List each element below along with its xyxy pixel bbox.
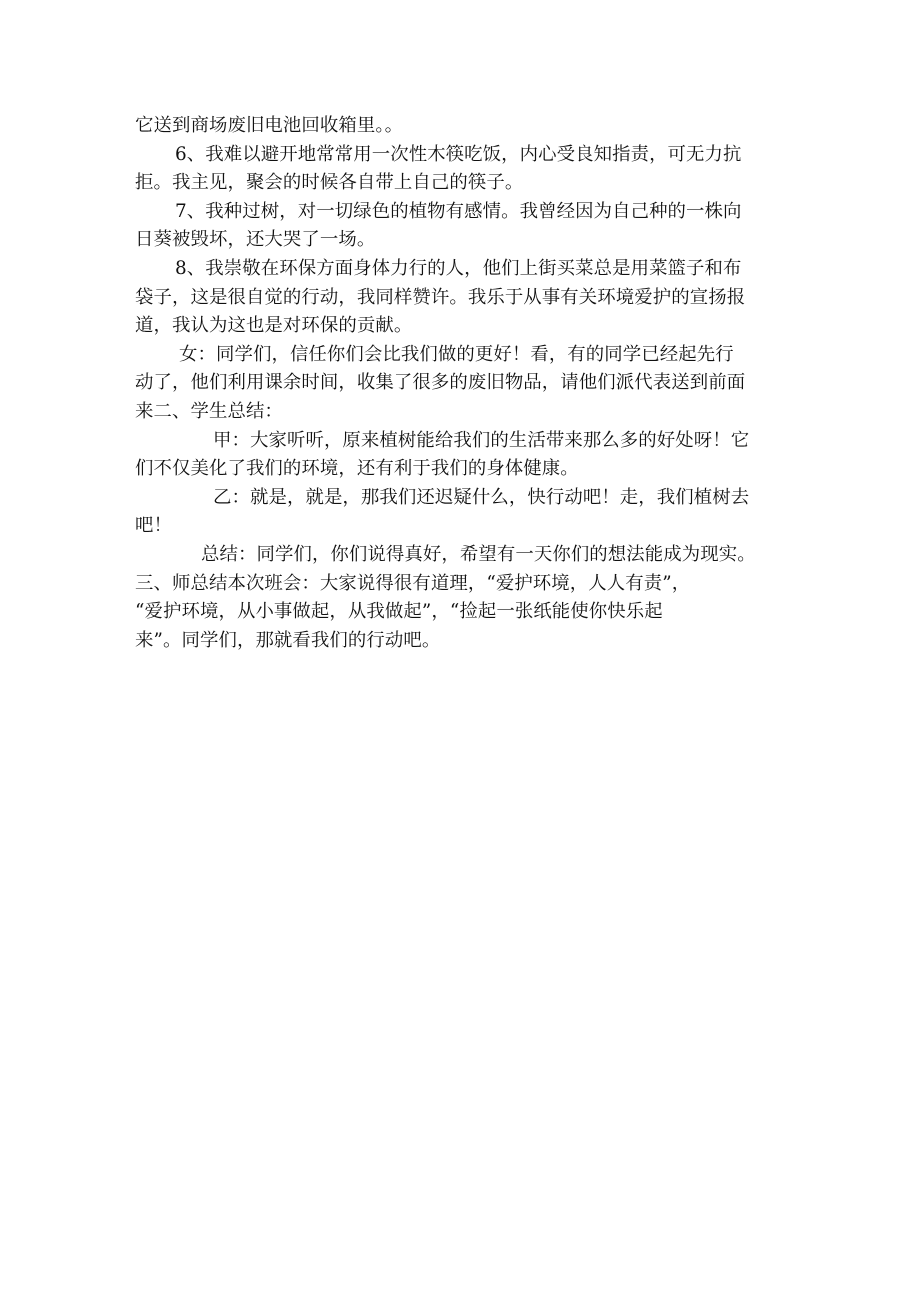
text-line: “爱护环境，从小事做起，从我做起”，“捡起一张纸能使你快乐起 (135, 601, 663, 623)
text-line: 甲：大家听听，原来植树能给我们的生活带来那么多的好处呀！它 (213, 429, 750, 451)
text-line: 乙：就是，就是，那我们还迟疑什么，快行动吧！走，我们植树去 (213, 486, 750, 508)
text-line: 7、我种过树，对一切绿色的植物有感情。我曾经因为自己种的一株向 (175, 200, 742, 222)
text-line: 动了，他们利用课余时间，收集了很多的废旧物品，请他们派代表送到前面 (135, 372, 746, 394)
body-text (135, 112, 815, 655)
text-line: 8、我崇敬在环保方面身体力行的人，他们上街买菜总是用菜篮子和布 (175, 257, 742, 279)
text-line: 总结：同学们，你们说得真好，希望有一天你们的想法能成为现实。 (201, 543, 756, 565)
text-line: 日葵被毁坏，还大哭了一场。 (135, 229, 376, 251)
text-line: 来二、学生总结： (135, 400, 283, 422)
text-line: 吧！ (135, 515, 172, 537)
text-line: 它送到商场废旧电池回收箱里。。 (135, 115, 404, 136)
text-line: 来”。同学们，那就看我们的行动吧。 (135, 629, 441, 651)
text-line: 们不仅美化了我们的环境，还有利于我们的身体健康。 (135, 458, 579, 480)
text-line: 女：同学们，信任你们会比我们做的更好！看，有的同学已经起先行 (179, 343, 734, 365)
text-line: 三、师总结本次班会：大家说得很有道理，“爱护环境，人人有责”， (135, 572, 691, 594)
text-line: 道，我认为这也是对环保的贡献。 (135, 315, 413, 337)
text-line: 拒。我主见，聚会的时候各自带上自己的筷子。 (135, 172, 524, 194)
text-line: 6、我难以避开地常常用一次性木筷吃饭，内心受良知指责，可无力抗 (175, 143, 742, 165)
text-line: 袋子，这是很自觉的行动，我同样赞许。我乐于从事有关环境爱护的宣扬报 (135, 286, 746, 308)
